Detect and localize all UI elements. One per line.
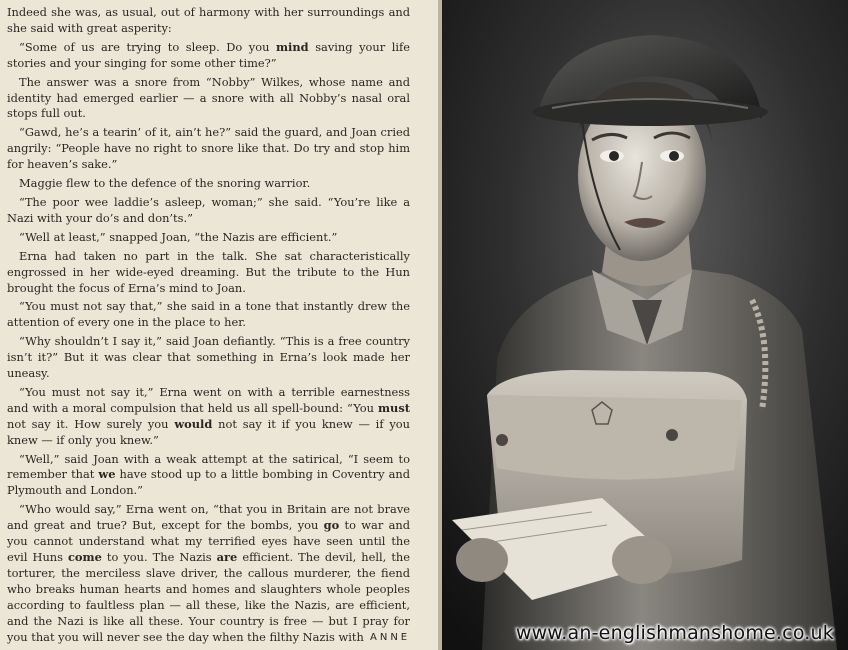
paragraph: “Some of us are trying to sleep. Do you mind saving your life stories and your singing for some other time?” bbox=[7, 39, 410, 70]
paragraph: “Well at least,” snapped Joan, “the Nazis are efficient.” bbox=[19, 229, 338, 244]
paragraph: Indeed she was, as usual, out of harmony with her surroundings and she said with great asperity: bbox=[7, 5, 410, 35]
paragraph: “Well,” said Joan with a weak attempt at the satirical, “I seem to remember that we have stood up to a little bombing in Coventry and Plymouth and London.” bbox=[7, 451, 410, 498]
paragraph: “You must not say that,” she said in a tone that instantly drew the attention of every one in the place to her. bbox=[7, 299, 410, 330]
story-text bbox=[7, 5, 410, 645]
paragraph: Maggie flew to the defence of the snoring warrior. bbox=[19, 176, 311, 191]
paragraph: “You must not say it,” Erna went on with a terrible earnestness and with a moral compulsion that held us all spell-bound: “You must not say it. How surely you would not say it if you knew — if you knew — if only you knew.” bbox=[7, 384, 410, 447]
running-footer: ANNE bbox=[370, 632, 411, 643]
portrait-photo bbox=[442, 0, 848, 650]
paragraph: “The poor wee laddie’s asleep, woman;” she said. “You’re like a Nazi with your do’s and don’ts.” bbox=[7, 194, 410, 225]
paragraph: “Who would say,” Erna went on, “that you in Britain are not brave and great and true? But, except for the bombs, you go to war and you cannot understand what my terrified eyes have seen until the evil Huns come to you. The Nazis are efficient. The devil, hell, the torturer, the merciless slave driver, the callous murderer, the fiend who breaks human hearts and homes and slaughters whole peoples according to faultless plan — all these, like the Nazis, are efficient, and the Nazi is like all these. Your country is free — but I pray for you that you will never see the day when the filthy Nazis with bbox=[7, 502, 410, 644]
paragraph: “Gawd, he’s a tearin’ of it, ain’t he?” said the guard, and Joan cried angrily: “People have no right to snore like that. Do try and stop him for heaven’s sake.” bbox=[7, 125, 410, 172]
watermark: www.an-englishmanshome.co.uk bbox=[515, 622, 834, 644]
paragraph: The answer was a snore from “Nobby” Wilkes, whose name and identity had emerged earlier — a snore with all Nobby’s nasal oral stops full out. bbox=[7, 74, 410, 121]
paragraph: Erna had taken no part in the talk. She sat characteristically engrossed in her wide-eyed dreaming. But the tribute to the Hun brought the focus of Erna’s mind to Joan. bbox=[7, 248, 410, 295]
paragraph: “Why shouldn’t I say it,” said Joan defiantly. “This is a free country isn’t it?” But it was clear that something in Erna’s look made her uneasy. bbox=[7, 334, 410, 381]
